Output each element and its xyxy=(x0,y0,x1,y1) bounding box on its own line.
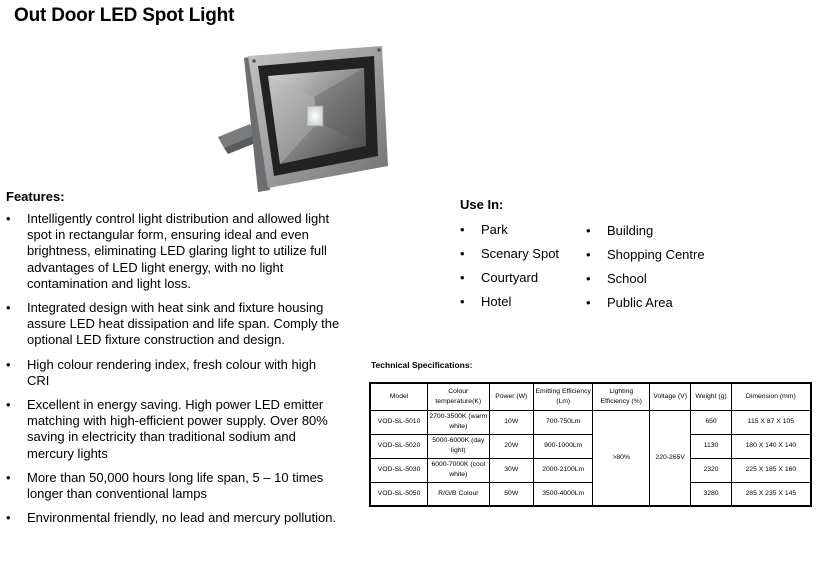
bullet: • xyxy=(6,211,11,226)
use-in-text: Public Area xyxy=(607,295,673,310)
cell-emitting: 3500-4000Lm xyxy=(533,482,593,506)
bullet: • xyxy=(6,356,11,372)
bullet: • xyxy=(460,222,465,237)
bullet: • xyxy=(586,271,591,286)
bullet: • xyxy=(6,300,11,316)
bullet: • xyxy=(460,246,465,261)
product-image xyxy=(214,42,390,192)
cell-weight: 3280 xyxy=(691,482,731,506)
feature-text: Environmental friendly, no lead and mercury pollution. xyxy=(27,510,337,526)
cell-dimension: 180 X 140 X 140 xyxy=(731,434,811,458)
cell-colour: 6000-7000K (cool white) xyxy=(428,458,490,482)
list-item xyxy=(6,470,342,502)
list-item xyxy=(586,247,705,271)
cell-voltage: 220-265V xyxy=(649,410,690,506)
bullet: • xyxy=(586,223,591,238)
column-header: Model xyxy=(370,383,428,410)
features-list xyxy=(6,211,342,534)
features-heading: Features: xyxy=(6,189,65,204)
use-in-text: School xyxy=(607,271,647,286)
list-item xyxy=(6,211,342,292)
cell-emitting: 900-1000Lm xyxy=(533,434,593,458)
use-in-text: Shopping Centre xyxy=(607,247,705,262)
cell-colour: 2700-3500K (warm white) xyxy=(428,410,490,434)
cell-model: VOD-SL-5010 xyxy=(370,410,428,434)
cell-power: 30W xyxy=(489,458,533,482)
column-header: Voltage (V) xyxy=(649,383,690,410)
cell-weight: 2320 xyxy=(691,458,731,482)
use-in-list-right xyxy=(586,223,705,319)
cell-colour: 5000-6000K (day light) xyxy=(428,434,490,458)
bullet: • xyxy=(6,469,11,485)
cell-model: VOD-SL-5020 xyxy=(370,434,428,458)
bullet: • xyxy=(6,397,11,413)
cell-dimension: 285 X 235 X 145 xyxy=(731,482,811,506)
list-item xyxy=(6,397,342,462)
list-item xyxy=(6,357,342,389)
use-in-text: Courtyard xyxy=(481,270,539,285)
use-in-text: Scenary Spot xyxy=(481,246,560,261)
cell-dimension: 225 X 185 X 160 xyxy=(731,458,811,482)
use-in-text: Park xyxy=(481,222,508,237)
table-row xyxy=(370,434,811,458)
cell-emitting: 2000-2100Lm xyxy=(533,458,593,482)
list-item xyxy=(460,294,559,318)
bullet: • xyxy=(586,247,591,262)
spec-table xyxy=(369,382,812,507)
column-header: Weight (g) xyxy=(691,383,731,410)
feature-text: Integrated design with heat sink and fixture housing assure LED heat dissipation and life span. Comply the optional LED fixture construction and design. xyxy=(27,300,340,348)
table-row xyxy=(370,458,811,482)
led-floodlight-illustration xyxy=(214,42,390,192)
bullet: • xyxy=(6,510,11,526)
column-header: Colour temperature(K) xyxy=(428,383,490,410)
cell-power: 50W xyxy=(489,482,533,506)
spec-heading: Technical Specifications: xyxy=(371,360,473,370)
cell-power: 20W xyxy=(489,434,533,458)
use-in-heading: Use In: xyxy=(460,197,504,212)
list-item xyxy=(6,300,342,349)
cell-lighting-efficiency: >80% xyxy=(593,410,650,506)
feature-text: Intelligently control light distribution and allowed light spot in rectangular form, ensuring ideal and even brightness, eliminating LED glaring light to utilize full advantages of LED light energy, with no light contamination and light loss. xyxy=(27,211,330,291)
column-header: Emitting Efficiency (Lm) xyxy=(533,383,593,410)
feature-text: Excellent in energy saving. High power LED emitter matching with high-efficient power supply. Over 80% saving in electricity than traditional sodium and mercury lights xyxy=(27,397,328,461)
list-item xyxy=(460,222,559,246)
feature-text: High colour rendering index, fresh colour with high CRI xyxy=(27,356,317,388)
list-item xyxy=(586,295,705,319)
cell-emitting: 700-750Lm xyxy=(533,410,593,434)
cell-model: VOD-SL-5050 xyxy=(370,482,428,506)
table-row xyxy=(370,410,811,434)
bullet: • xyxy=(586,295,591,310)
list-item xyxy=(6,510,342,526)
cell-power: 10W xyxy=(489,410,533,434)
table-header-row xyxy=(370,383,811,410)
list-item xyxy=(586,223,705,247)
list-item xyxy=(586,271,705,295)
use-in-text: Building xyxy=(607,223,654,238)
bullet: • xyxy=(460,270,465,285)
column-header: Power (W) xyxy=(489,383,533,410)
cell-colour: R/G/B Colour xyxy=(428,482,490,506)
cell-weight: 650 xyxy=(691,410,731,434)
list-item xyxy=(460,270,559,294)
page-title: Out Door LED Spot Light xyxy=(14,5,235,26)
use-in-text: Hotel xyxy=(481,294,512,309)
cell-weight: 1130 xyxy=(691,434,731,458)
column-header: Lighting Efficiency (%) xyxy=(593,383,650,410)
cell-dimension: 115 X 87 X 105 xyxy=(731,410,811,434)
use-in-list-left xyxy=(460,222,559,318)
bullet: • xyxy=(460,294,465,309)
table-row xyxy=(370,482,811,506)
cell-model: VOD-SL-5030 xyxy=(370,458,428,482)
list-item xyxy=(460,246,559,270)
feature-text: More than 50,000 hours long life span, 5 – 10 times longer than conventional lamps xyxy=(27,469,324,502)
column-header: Dimension (mm) xyxy=(731,383,811,410)
